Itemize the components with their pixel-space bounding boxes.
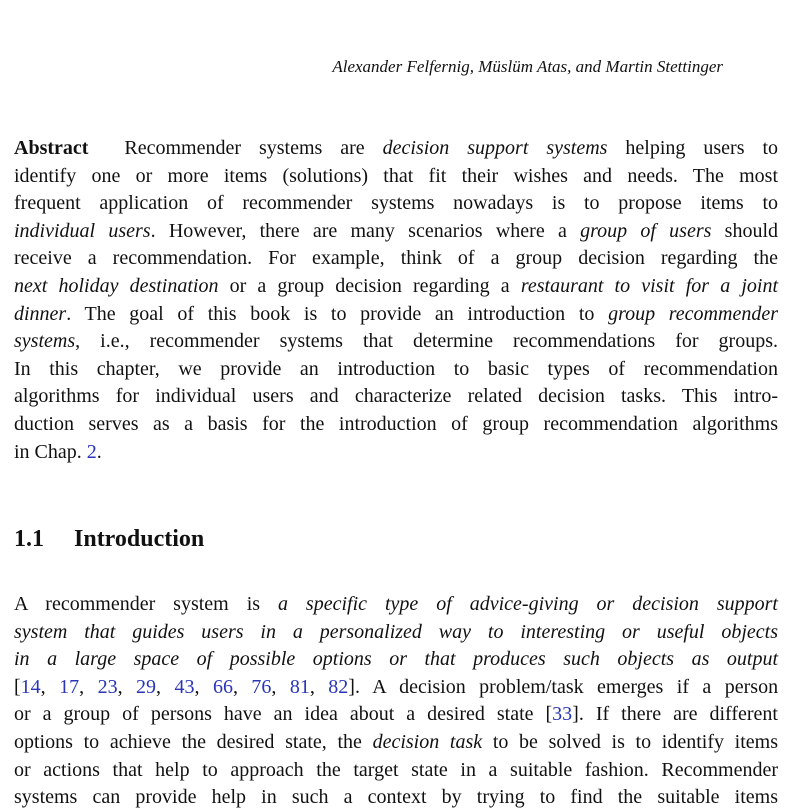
text-run: , (40, 675, 60, 698)
text-run: , i.e., recommender systems that determine recommendations for groups. (75, 330, 778, 353)
text-run: ]. If there are different (572, 703, 778, 726)
intro-line-2 (14, 619, 778, 647)
text-run: receive a recommendation. For example, think of a group decision regarding the (14, 247, 778, 270)
intro-line-1 (14, 591, 778, 619)
citation-link[interactable]: 23 (97, 675, 118, 698)
citation-link[interactable]: 33 (552, 703, 573, 726)
abstract-line-11 (14, 411, 778, 439)
abstract-line-10 (14, 383, 778, 411)
emphasis-run: group recommender (608, 302, 778, 325)
text-run: or a group decision regarding a (218, 274, 521, 297)
intro-line-5 (14, 701, 778, 729)
abstract-line-2 (14, 163, 778, 191)
text-run: in Chap. (14, 440, 87, 463)
text-run: duction serves as a basis for the introduction of group recommendation algorithms (14, 412, 778, 435)
text-run: should (711, 219, 778, 242)
emphasis-run: dinner (14, 302, 67, 325)
abstract-label: Abstract (14, 137, 89, 159)
intro-line-6 (14, 729, 778, 757)
text-run: . The goal of this book is to provide an introduction to (66, 302, 609, 325)
text-run: , (156, 675, 175, 698)
citation-link[interactable]: 76 (251, 675, 272, 698)
text-run: systems can provide help in such a context by trying to find the suitable items (14, 786, 778, 809)
abstract-line-1 (14, 135, 778, 163)
citation-link[interactable]: 29 (136, 675, 157, 698)
text-run: [ (14, 675, 21, 698)
text-run: In this chapter, we provide an introduction to basic types of recommendation (14, 357, 778, 380)
citation-link[interactable]: 17 (59, 675, 80, 698)
text-run: or actions that help to approach the target state in a suitable fashion. Recommender (14, 758, 778, 781)
emphasis-run: next holiday destination (14, 274, 219, 297)
citation-link[interactable]: 14 (20, 675, 41, 698)
emphasis-run: decision support systems (382, 137, 608, 159)
running-header-authors: Alexander Felfernig, Müslüm Atas, and Martin Stettinger (332, 57, 723, 76)
text-run: , (79, 675, 98, 698)
citation-link[interactable]: 66 (212, 675, 233, 698)
emphasis-run: in a large space of possible options or that produces such objects as output (14, 648, 778, 671)
text-run: to be solved is to identify items (482, 730, 779, 753)
abstract-line-7 (14, 301, 778, 329)
emphasis-run: system that guides users in a personalized way to interesting or useful objects (14, 620, 778, 643)
intro-line-3 (14, 646, 778, 674)
abstract-line-9 (14, 356, 778, 384)
emphasis-run: individual users (14, 219, 151, 242)
section-number: 1.1 (14, 526, 44, 552)
text-run: , (232, 675, 252, 698)
citation-link[interactable]: 81 (289, 675, 310, 698)
emphasis-run: systems (14, 330, 76, 353)
abstract-line-4 (14, 218, 778, 246)
emphasis-run: restaurant to visit for a joint (520, 274, 779, 297)
abstract-line-3 (14, 190, 778, 218)
text-run: Recommender systems are (124, 137, 383, 159)
section-title: Introduction (74, 526, 205, 552)
text-run: , (194, 675, 213, 698)
text-run: , (271, 675, 290, 698)
text-run: ]. A decision problem/task emerges if a person (348, 675, 779, 698)
section-heading (14, 523, 204, 555)
text-run: A recommender system is (14, 593, 278, 615)
text-run: . (96, 440, 102, 463)
chapter-link[interactable]: 2 (86, 440, 97, 463)
abstract-line-5 (14, 245, 778, 273)
emphasis-run: a specific type of advice-giving or decision support (277, 593, 778, 615)
text-run: options to achieve the desired state, the (14, 730, 373, 753)
text-run: helping users to (607, 137, 779, 159)
introduction-paragraph (14, 591, 778, 812)
text-run: or a group of persons have an idea about a desired state [ (14, 703, 553, 726)
text-run: algorithms for individual users and characterize related decision tasks. This intro- (14, 385, 778, 408)
abstract-line-8 (14, 328, 778, 356)
citation-link[interactable]: 43 (174, 675, 195, 698)
text-run: , (309, 675, 329, 698)
emphasis-run: group of users (580, 219, 712, 242)
text-run: , (117, 675, 137, 698)
citation-link[interactable]: 82 (328, 675, 349, 698)
text-run: identify one or more items (solutions) that fit their wishes and needs. The most (14, 164, 778, 187)
text-run: . However, there are many scenarios where a (150, 219, 581, 242)
intro-line-8 (14, 784, 778, 812)
intro-line-4 (14, 674, 778, 702)
abstract-line-6 (14, 273, 778, 301)
abstract-paragraph (14, 135, 778, 466)
text-run: frequent application of recommender systems nowadays is to propose items to (14, 192, 778, 215)
emphasis-run: decision task (372, 730, 483, 753)
intro-line-7 (14, 757, 778, 785)
abstract-line-12 (14, 439, 778, 467)
